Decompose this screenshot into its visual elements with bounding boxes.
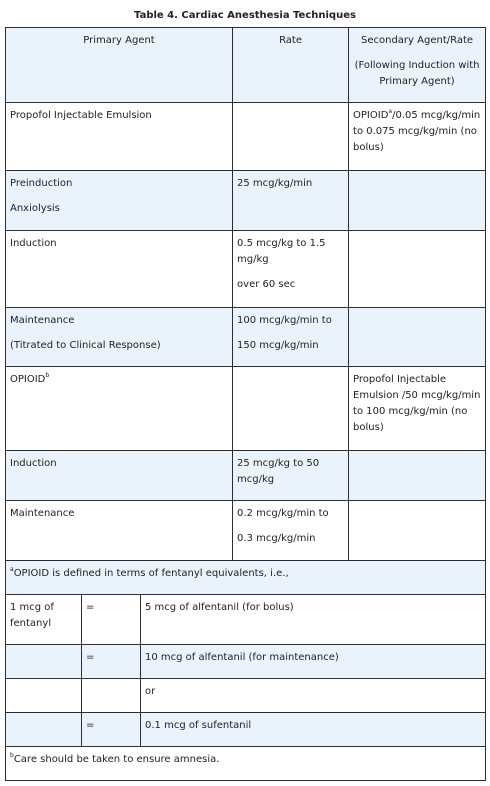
rate-cell — [233, 501, 349, 561]
footnote-b-row — [6, 747, 486, 781]
equivalent-left — [6, 679, 82, 713]
table-row — [6, 103, 486, 171]
equivalent-row — [6, 595, 486, 645]
equivalent-row — [6, 645, 486, 679]
equivalent-left — [6, 713, 82, 747]
secondary-prefix: OPIOID — [353, 110, 389, 121]
equivalent-sign: = — [82, 595, 141, 645]
rate-cell: 25 mcg/kg/min — [233, 171, 349, 231]
rate-line: 0.5 mcg/kg to 1.5 mg/kg — [237, 238, 326, 265]
header-secondary — [349, 28, 486, 103]
footnote-b-text: Care should be taken to ensure amnesia. — [13, 754, 220, 765]
rate-cell — [233, 367, 349, 451]
agent-cell — [6, 171, 233, 231]
secondary-rest: /0.05 mcg/kg/min to 0.075 mcg/kg/min (no bolus) — [353, 110, 481, 153]
table-row — [6, 308, 486, 367]
table-caption: Table 4. Cardiac Anesthesia Techniques — [134, 10, 356, 21]
rate-cell — [233, 231, 349, 308]
equivalent-sign: = — [82, 645, 141, 679]
rate-line: 100 mcg/kg/min to — [237, 315, 332, 326]
agent-line: Preinduction — [10, 178, 73, 189]
secondary-cell — [349, 231, 486, 308]
secondary-cell — [349, 451, 486, 501]
table-row — [6, 501, 486, 561]
rate-cell: 25 mcg/kg to 50 mcg/kg — [233, 451, 349, 501]
equivalent-left — [6, 645, 82, 679]
rate-cell — [233, 308, 349, 367]
equivalent-sign: = — [82, 713, 141, 747]
secondary-cell — [349, 501, 486, 561]
agent-line: Maintenance — [10, 315, 75, 326]
header-secondary-title: Secondary Agent/Rate — [361, 35, 474, 46]
secondary-cell — [349, 171, 486, 231]
equivalent-right: 0.1 mcg of sufentanil — [141, 713, 486, 747]
equivalent-right: 5 mcg of alfentanil (for bolus) — [141, 595, 486, 645]
footnote-a-row — [6, 561, 486, 595]
footnote-a — [6, 561, 486, 595]
footnote-b-marker: b — [10, 752, 14, 759]
cardiac-anesthesia-table — [5, 27, 486, 781]
agent-cell: Maintenance — [6, 501, 233, 561]
equivalent-sign — [82, 679, 141, 713]
agent-cell: Induction — [6, 231, 233, 308]
rate-line-2: over 60 sec — [237, 279, 296, 290]
agent-cell — [6, 367, 233, 451]
table-row — [6, 231, 486, 308]
agent-cell: Induction — [6, 451, 233, 501]
header-primary-agent: Primary Agent — [6, 28, 233, 103]
footnote-a-text: OPIOID is defined in terms of fentanyl equivalents, i.e., — [13, 568, 289, 579]
rate-cell — [233, 103, 349, 171]
rate-line-2: 150 mcg/kg/min — [237, 340, 319, 351]
rate-line: 0.2 mcg/kg/min to — [237, 508, 329, 519]
header-row — [6, 28, 486, 103]
header-secondary-sub: (Following Induction with Primary Agent) — [354, 60, 480, 87]
header-rate: Rate — [233, 28, 349, 103]
table-row — [6, 367, 486, 451]
footnote-marker-b: b — [45, 372, 50, 379]
equivalent-row — [6, 713, 486, 747]
secondary-cell: Propofol Injectable Emulsion /50 mcg/kg/min to 100 mcg/kg/min (no bolus) — [349, 367, 486, 451]
rate-line-2: 0.3 mcg/kg/min — [237, 533, 316, 544]
agent-cell: Propofol Injectable Emulsion — [6, 103, 233, 171]
agent-line-2: (Titrated to Clinical Response) — [10, 340, 161, 351]
secondary-cell — [349, 103, 486, 171]
footnote-b — [6, 747, 486, 781]
footnote-marker-a: a — [388, 108, 393, 115]
equivalent-right: or — [141, 679, 486, 713]
equivalent-row — [6, 679, 486, 713]
equivalent-left: 1 mcg of fentanyl — [6, 595, 82, 645]
secondary-cell — [349, 308, 486, 367]
agent-prefix: OPIOID — [10, 374, 46, 385]
agent-cell — [6, 308, 233, 367]
agent-line-2: Anxiolysis — [10, 203, 60, 214]
table-row — [6, 171, 486, 231]
table-row — [6, 451, 486, 501]
footnote-a-marker: a — [10, 566, 14, 573]
equivalent-right: 10 mcg of alfentanil (for maintenance) — [141, 645, 486, 679]
